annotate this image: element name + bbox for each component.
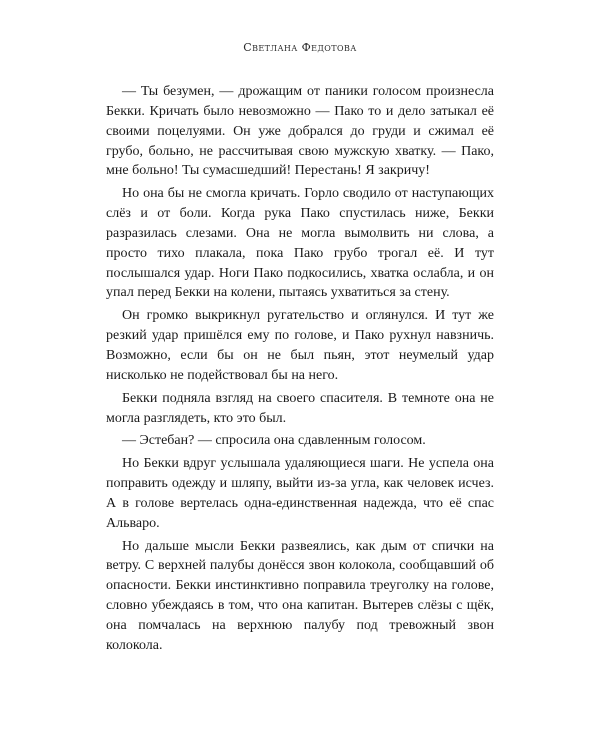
paragraph: Но она бы не смогла кричать. Горло сводило от наступающих слёз и от боли. Когда рука Пако спустилась ниже, Бекки разразилась слезами. Она не могла вымолвить ни слова, а просто тихо плакала, пока Пако грубо трогал её. И тут послышался удар. Ноги Пако подкосились, хватка ослабла, и он упал перед Бекки на колени, пытаясь ухватиться за стену. xyxy=(106,186,494,301)
paragraph: Но дальше мысли Бекки развеялись, как дым от спички на ветру. С верхней палубы донёсся звон колокола, сообщавший об опасности. Бекки инстинктивно поправила треуголку на голове, словно убеждаясь в том, что она капитан. Вытерев слёзы с щёк, она помчалась на верхнюю палубу под тревожный звон колокола. xyxy=(106,538,494,653)
paragraph: — Ты безумен, — дрожащим от паники голосом произнесла Бекки. Кричать было невозможно — Пако то и дело затыкал её своими поцелуями. Он уже добрался до груди и сжимал её грубо, больно, не рассчитывая свою мужскую хватку. — Пако, мне больно! Ты сумасшедший! Перестань! Я закричу! xyxy=(106,84,494,179)
paragraph: — Эстебан? — спросила она сдавленным голосом. xyxy=(122,433,426,449)
paragraph: Бекки подняла взгляд на своего спасителя. В темноте она не могла разглядеть, кто это был. xyxy=(106,390,494,426)
paragraph: Он громко выкрикнул ругательство и оглянулся. И тут же резкий удар пришёлся ему по голове, и Пако рухнул навзничь. Возможно, если бы он не был пьян, этот неумелый удар нисколько не подействовал бы на него. xyxy=(106,308,494,383)
body-text xyxy=(106,82,494,659)
paragraph: Но Бекки вдруг услышала удаляющиеся шаги. Не успела она поправить одежду и шляпу, выйти из-за угла, как человек исчез. А в голове вертелась одна-единственная надежда, что её спас Альваро. xyxy=(106,456,494,531)
running-head-author: Светлана Федотова xyxy=(243,41,357,54)
